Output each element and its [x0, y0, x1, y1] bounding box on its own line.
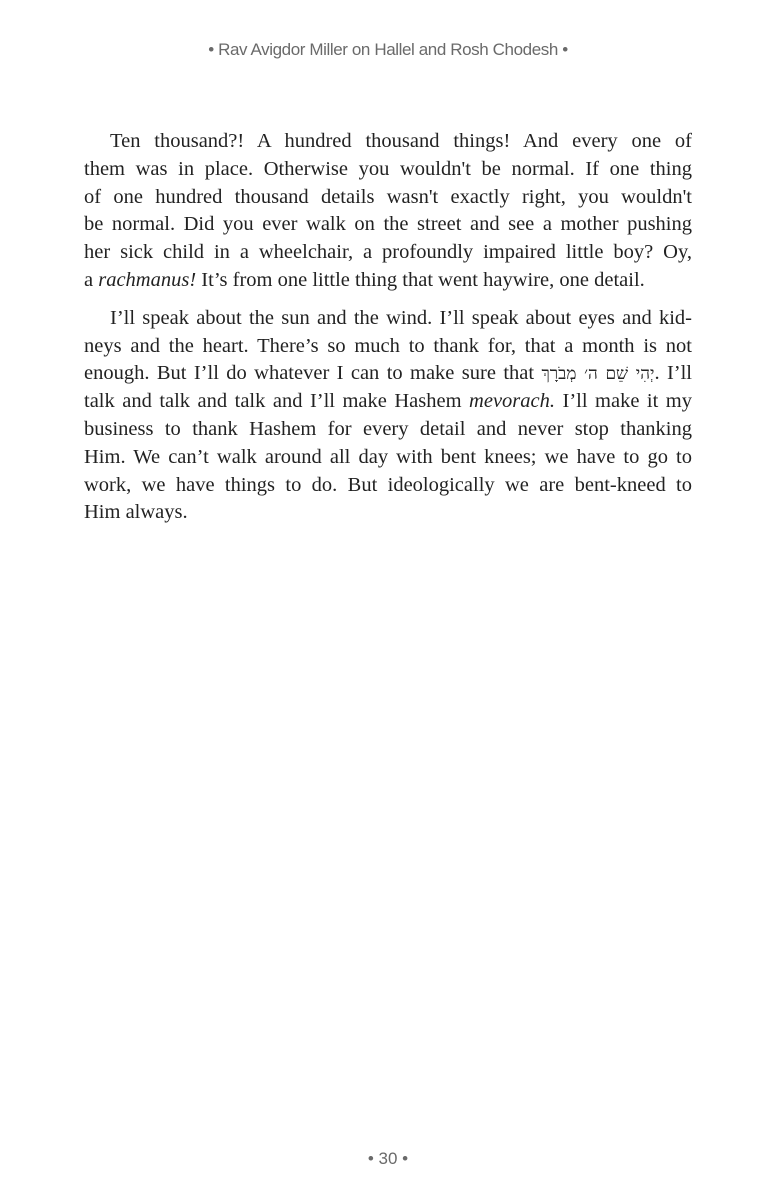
text-segment: Him always. — [84, 501, 188, 524]
text-line — [84, 444, 692, 472]
text-segment: Him. We can’t walk around all day with bent knees; we have to go to — [84, 445, 692, 468]
text-line — [84, 128, 692, 156]
hebrew-phrase: יְהִי שֵׁם ה׳ מְבֹרָךְ — [541, 364, 655, 385]
text-segment: of one hundred thousand details wasn't exactly right, you wouldn't — [84, 185, 692, 208]
text-segment: Ten thousand?! A hundred thousand things! And every one of — [110, 130, 692, 152]
body-text — [84, 128, 692, 537]
text-line — [84, 388, 692, 416]
text-line — [84, 211, 692, 239]
text-line — [84, 499, 692, 527]
text-segment: business to thank Hashem for every detail and never stop thanking — [84, 417, 692, 440]
text-segment: I’ll make it my — [555, 390, 692, 413]
text-line — [84, 333, 692, 361]
text-line — [84, 184, 692, 212]
text-segment: It’s from one little thing that went haywire, one detail. — [196, 268, 645, 291]
text-segment: a — [84, 268, 99, 291]
running-header: • Rav Avigdor Miller on Hallel and Rosh Chodesh • — [208, 40, 568, 59]
text-segment: her sick child in a wheelchair, a profoundly impaired little boy? Oy, — [84, 241, 692, 264]
text-line — [84, 416, 692, 444]
text-segment: be normal. Did you ever walk on the street and see a mother pushing — [84, 213, 692, 236]
text-line — [84, 239, 692, 267]
paragraph — [84, 128, 692, 295]
text-segment: them was in place. Otherwise you wouldn't be normal. If one thing — [84, 157, 692, 180]
text-segment: neys and the heart. There’s so much to thank for, that a month is not — [84, 334, 692, 357]
text-segment: I’ll speak about the sun and the wind. I’ll speak about eyes and kid- — [110, 306, 692, 329]
text-line — [84, 267, 692, 295]
text-line — [84, 472, 692, 500]
page-number: • 30 • — [367, 1149, 409, 1168]
text-segment: . I’ll — [654, 362, 693, 385]
text-line — [84, 305, 692, 333]
italic-term: rachmanus! — [98, 268, 197, 291]
text-segment: enough. But I’ll do whatever I can to make sure that — [84, 362, 542, 385]
text-segment: talk and talk and talk and I’ll make Hashem — [84, 390, 470, 413]
text-segment: work, we have things to do. But ideologically we are bent-kneed to — [84, 473, 692, 496]
text-line — [84, 360, 692, 388]
text-line — [84, 156, 692, 184]
italic-term: mevorach. — [469, 390, 556, 413]
paragraph — [84, 305, 692, 527]
